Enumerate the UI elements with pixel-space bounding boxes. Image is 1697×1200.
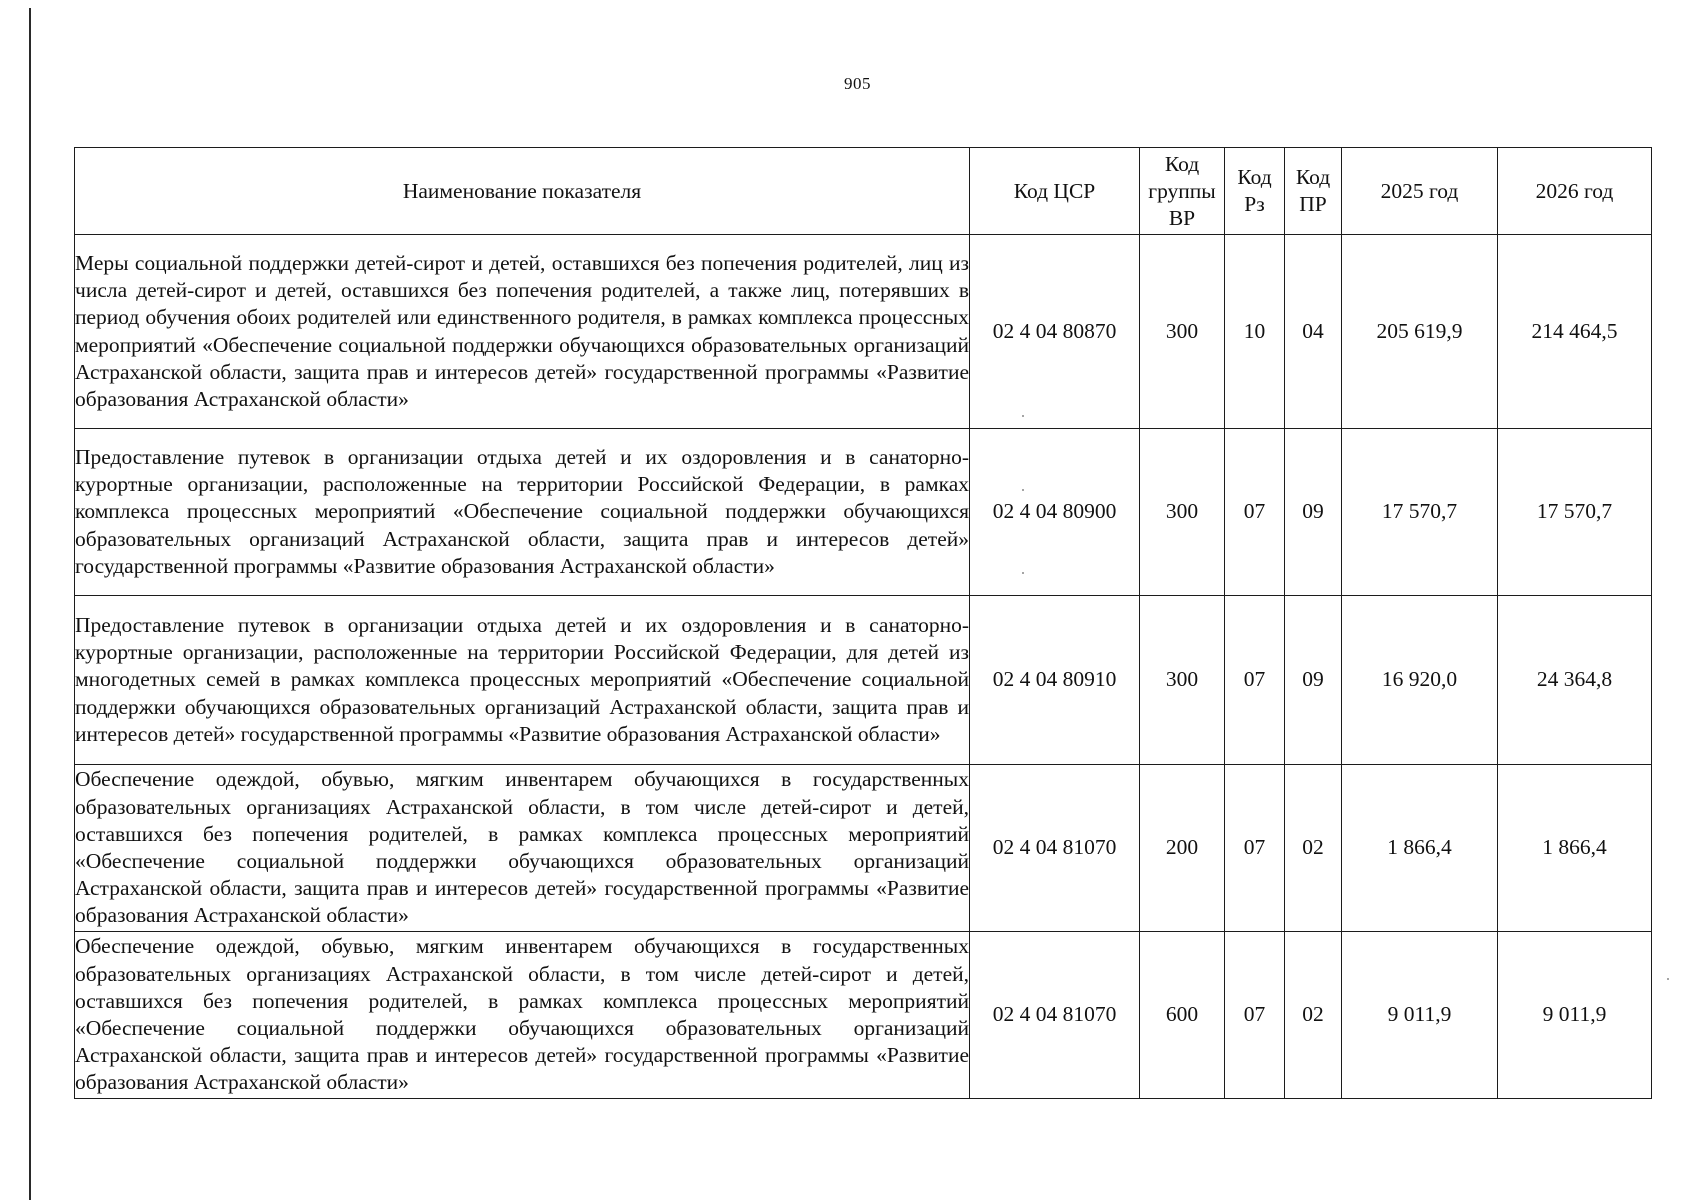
row-csr: 02 4 04 80870 (970, 235, 1140, 429)
header-rz: Код Рз (1225, 148, 1285, 235)
row-name: Обеспечение одеждой, обувью, мягким инвентарем обучающихся в государственных образовательных организациях Астраханской области, в том числе детей-сирот и детей, оставшихся без попечения родителей, в рамках комплекса процессных мероприятий «Обеспечение социальной поддержки обучающихся образовательных организаций Астраханской области, защита прав и интересов детей» государственной программы «Развитие образования Астраханской области» (75, 932, 970, 1099)
row-2025: 205 619,9 (1342, 235, 1498, 429)
row-pr: 09 (1285, 429, 1342, 596)
row-2025: 1 866,4 (1342, 765, 1498, 932)
binding-line (29, 8, 31, 1200)
scan-speck (1022, 572, 1024, 574)
row-rz: 07 (1225, 765, 1285, 932)
row-rz: 07 (1225, 932, 1285, 1099)
scan-speck (1022, 415, 1024, 417)
scan-speck (1022, 489, 1024, 491)
table-row (75, 765, 1652, 932)
row-name: Предоставление путевок в организации отдыха детей и их оздоровления и в санаторно-курортные организации, расположенные на территории Российской Федерации, в рамках комплекса процессных мероприятий «Обеспечение социальной поддержки обучающихся образовательных организаций Астраханской области, защита прав и интересов детей» государственной программы «Развитие образования Астраханской области» (75, 429, 970, 596)
row-2026: 24 364,8 (1498, 596, 1652, 765)
row-vr: 300 (1140, 429, 1225, 596)
row-2025: 17 570,7 (1342, 429, 1498, 596)
row-pr: 02 (1285, 765, 1342, 932)
table-header-row (75, 148, 1652, 235)
row-2026: 1 866,4 (1498, 765, 1652, 932)
row-pr: 02 (1285, 932, 1342, 1099)
row-vr: 300 (1140, 596, 1225, 765)
row-name: Обеспечение одеждой, обувью, мягким инвентарем обучающихся в государственных образовательных организациях Астраханской области, в том числе детей-сирот и детей, оставшихся без попечения родителей, в рамках комплекса процессных мероприятий «Обеспечение социальной поддержки обучающихся образовательных организаций Астраханской области, защита прав и интересов детей» государственной программы «Развитие образования Астраханской области» (75, 765, 970, 932)
row-2026: 9 011,9 (1498, 932, 1652, 1099)
row-csr: 02 4 04 80900 (970, 429, 1140, 596)
table-row (75, 932, 1652, 1099)
row-name: Предоставление путевок в организации отдыха детей и их оздоровления и в санаторно-курортные организации, расположенные на территории Российской Федерации, для детей из многодетных семей в рамках комплекса процессных мероприятий «Обеспечение социальной поддержки обучающихся образовательных организаций Астраханской области, защита прав и интересов детей» государственной программы «Развитие образования Астраханской области» (75, 596, 970, 765)
page-number: 905 (844, 74, 871, 93)
header-csr: Код ЦСР (970, 148, 1140, 235)
row-2026: 17 570,7 (1498, 429, 1652, 596)
row-2025: 16 920,0 (1342, 596, 1498, 765)
table-row (75, 235, 1652, 429)
row-rz: 07 (1225, 596, 1285, 765)
row-pr: 09 (1285, 596, 1342, 765)
header-pr: Код ПР (1285, 148, 1342, 235)
scan-speck (1667, 978, 1669, 980)
row-name: Меры социальной поддержки детей-сирот и детей, оставшихся без попечения родителей, лиц из числа детей-сирот и детей, оставшихся без попечения родителей, а также лиц, потерявших в период обучения обоих родителей или единственного родителя, в рамках комплекса процессных мероприятий «Обеспечение социальной поддержки обучающихся образовательных организаций Астраханской области, защита прав и интересов детей» государственной программы «Развитие образования Астраханской области» (75, 235, 970, 429)
table-row (75, 429, 1652, 596)
row-csr: 02 4 04 80910 (970, 596, 1140, 765)
header-name: Наименование показателя (75, 148, 970, 235)
row-2025: 9 011,9 (1342, 932, 1498, 1099)
header-2025: 2025 год (1342, 148, 1498, 235)
row-rz: 10 (1225, 235, 1285, 429)
header-vr: Код группы ВР (1140, 148, 1225, 235)
row-csr: 02 4 04 81070 (970, 932, 1140, 1099)
budget-table (74, 147, 1652, 1099)
header-2026: 2026 год (1498, 148, 1652, 235)
row-csr: 02 4 04 81070 (970, 765, 1140, 932)
table-row (75, 596, 1652, 765)
row-vr: 600 (1140, 932, 1225, 1099)
row-2026: 214 464,5 (1498, 235, 1652, 429)
row-vr: 300 (1140, 235, 1225, 429)
row-pr: 04 (1285, 235, 1342, 429)
row-rz: 07 (1225, 429, 1285, 596)
row-vr: 200 (1140, 765, 1225, 932)
